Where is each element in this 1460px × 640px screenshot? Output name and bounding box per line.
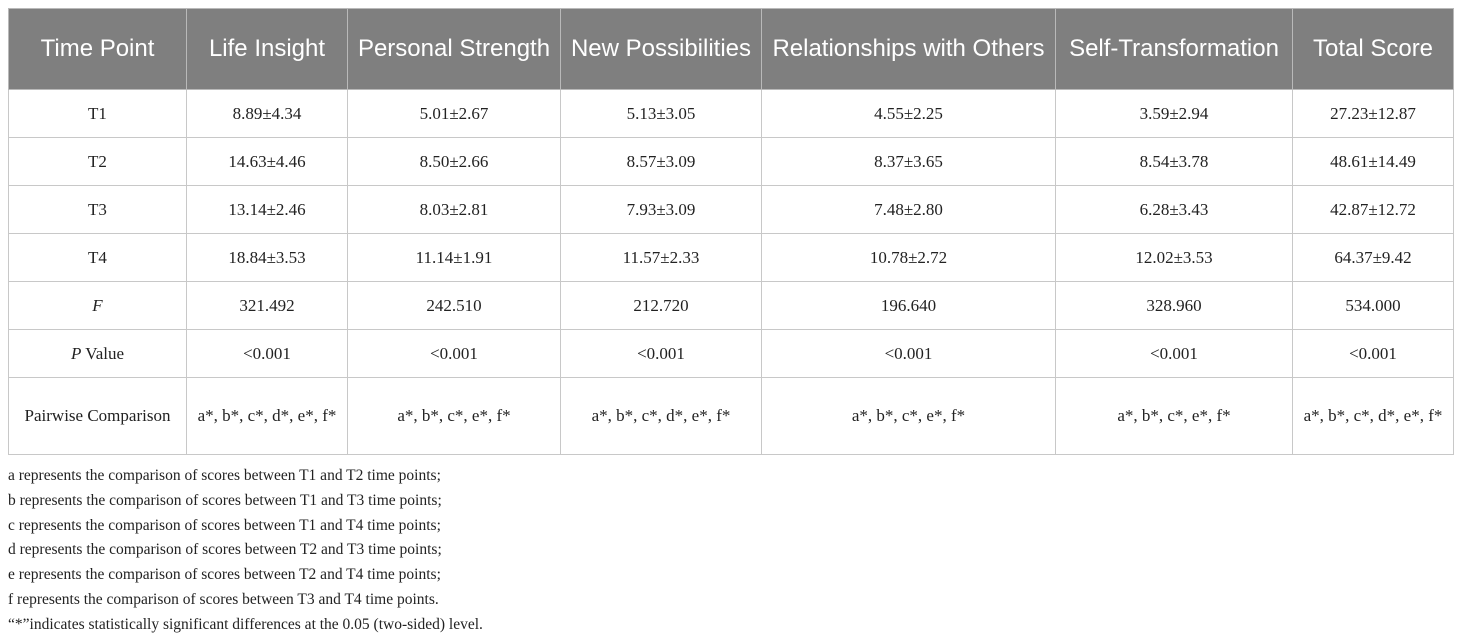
f-statistic-label: F — [92, 295, 103, 315]
footnote: d represents the comparison of scores between T2 and T3 time points; — [8, 541, 442, 559]
table-cell: 10.78±2.72 — [762, 234, 1056, 282]
header-time-point: Time Point — [9, 9, 187, 90]
table-cell: 534.000 — [1293, 282, 1454, 330]
table-cell: <0.001 — [762, 330, 1056, 378]
table-cell: 5.13±3.05 — [561, 90, 762, 138]
table-cell: 328.960 — [1056, 282, 1293, 330]
header-personal-strength: Personal Strength — [348, 9, 561, 90]
row-label — [9, 330, 187, 378]
table-cell: 11.14±1.91 — [348, 234, 561, 282]
footnote: “*”indicates statistically significant differences at the 0.05 (two-sided) level. — [8, 615, 483, 633]
header-relationships-with-others: Relationships with Others — [762, 9, 1056, 90]
table-cell: a*, b*, c*, e*, f* — [1056, 378, 1293, 455]
table-cell: 8.57±3.09 — [561, 138, 762, 186]
header-total-score: Total Score — [1293, 9, 1454, 90]
table-cell: 8.37±3.65 — [762, 138, 1056, 186]
table-footnotes — [8, 464, 483, 638]
table-cell: 12.02±3.53 — [1056, 234, 1293, 282]
table-cell: <0.001 — [187, 330, 348, 378]
footnote: b represents the comparison of scores between T1 and T3 time points; — [8, 491, 442, 509]
footnote: e represents the comparison of scores between T2 and T4 time points; — [8, 566, 441, 584]
table-cell: 242.510 — [348, 282, 561, 330]
table-cell: 64.37±9.42 — [1293, 234, 1454, 282]
header-life-insight: Life Insight — [187, 9, 348, 90]
table-cell: <0.001 — [1056, 330, 1293, 378]
table-row — [9, 90, 1454, 138]
table-cell: a*, b*, c*, e*, f* — [762, 378, 1056, 455]
table-cell: a*, b*, c*, d*, e*, f* — [561, 378, 762, 455]
header-row — [9, 9, 1454, 90]
table-cell: 13.14±2.46 — [187, 186, 348, 234]
row-label: Pairwise Comparison — [9, 378, 187, 455]
table-cell: 212.720 — [561, 282, 762, 330]
table-cell: 4.55±2.25 — [762, 90, 1056, 138]
table-row — [9, 138, 1454, 186]
table-row — [9, 330, 1454, 378]
table-cell: a*, b*, c*, e*, f* — [348, 378, 561, 455]
table-cell: 7.93±3.09 — [561, 186, 762, 234]
table-row — [9, 282, 1454, 330]
table-cell: 42.87±12.72 — [1293, 186, 1454, 234]
table-cell: 5.01±2.67 — [348, 90, 561, 138]
results-table — [8, 8, 1454, 455]
table-cell: a*, b*, c*, d*, e*, f* — [187, 378, 348, 455]
row-label — [9, 282, 187, 330]
table-cell: 196.640 — [762, 282, 1056, 330]
table-cell: 8.89±4.34 — [187, 90, 348, 138]
footnote: f represents the comparison of scores between T3 and T4 time points. — [8, 590, 439, 608]
table-cell: 8.50±2.66 — [348, 138, 561, 186]
table-cell: 6.28±3.43 — [1056, 186, 1293, 234]
header-new-possibilities: New Possibilities — [561, 9, 762, 90]
table-cell: <0.001 — [348, 330, 561, 378]
table-row — [9, 378, 1454, 455]
table-cell: 14.63±4.46 — [187, 138, 348, 186]
footnote: c represents the comparison of scores between T1 and T4 time points; — [8, 516, 441, 534]
row-label: T1 — [9, 90, 187, 138]
table-cell: 18.84±3.53 — [187, 234, 348, 282]
table-row — [9, 186, 1454, 234]
table-cell: <0.001 — [1293, 330, 1454, 378]
header-self-transformation: Self-Transformation — [1056, 9, 1293, 90]
row-label: T4 — [9, 234, 187, 282]
table-cell: 27.23±12.87 — [1293, 90, 1454, 138]
table-cell: 7.48±2.80 — [762, 186, 1056, 234]
table-cell: <0.001 — [561, 330, 762, 378]
row-label: T2 — [9, 138, 187, 186]
row-label: T3 — [9, 186, 187, 234]
table-cell: 321.492 — [187, 282, 348, 330]
table-row — [9, 234, 1454, 282]
footnote: a represents the comparison of scores between T1 and T2 time points; — [8, 467, 441, 484]
table-cell: a*, b*, c*, d*, e*, f* — [1293, 378, 1454, 455]
table-cell: 48.61±14.49 — [1293, 138, 1454, 186]
p-value-italic: P — [70, 343, 82, 363]
table-cell: 3.59±2.94 — [1056, 90, 1293, 138]
table-cell: 8.03±2.81 — [348, 186, 561, 234]
p-value-label: Value — [81, 343, 125, 363]
table-cell: 11.57±2.33 — [561, 234, 762, 282]
table-cell: 8.54±3.78 — [1056, 138, 1293, 186]
